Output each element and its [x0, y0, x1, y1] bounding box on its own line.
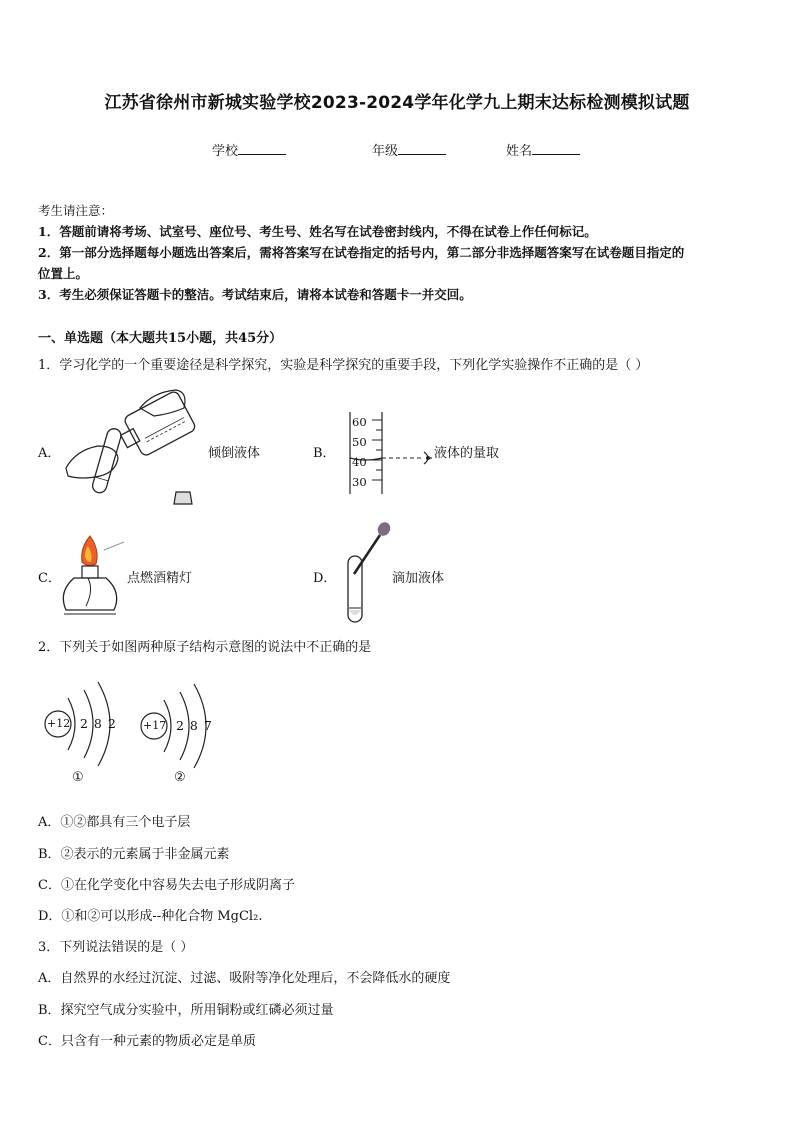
alcohol-lamp-illustration	[60, 530, 126, 620]
q1-option-d-letter[interactable]: D．	[313, 571, 337, 586]
tick-50: 50	[352, 435, 367, 449]
q1-option-c-caption: 点燃酒精灯	[127, 571, 193, 586]
atom1-electrons: 2 8 2	[80, 716, 116, 731]
notice-heading: 考生请注意：	[38, 203, 114, 218]
q3-option-c[interactable]: C．只含有一种元素的物质必定是单质	[38, 1034, 256, 1049]
q1-option-a-caption: 倾倒液体	[208, 446, 261, 461]
notice-item-3: 3．考生必须保证答题卡的整洁。考试结束后，请将本试卷和答题卡一并交回。	[38, 287, 472, 302]
name-label: 姓名	[506, 144, 533, 159]
cylinder-scale	[352, 412, 367, 492]
q1-option-a-letter[interactable]: A．	[38, 446, 61, 461]
name-field	[506, 140, 580, 159]
atom2-nucleus: +17	[143, 719, 167, 732]
q2-option-c[interactable]: C．①在化学变化中容易失去电子形成阴离子	[38, 878, 295, 893]
q1-stem: 1．学习化学的一个重要途径是科学探究，实验是科学探究的重要手段，下列化学实验操作不正确的是（ ）	[38, 358, 649, 373]
pour-liquid-illustration	[58, 380, 208, 510]
atom1-nucleus: +12	[47, 717, 71, 730]
section-heading: 一、单选题（本大题共15小题，共45分）	[38, 331, 283, 346]
school-blank[interactable]	[238, 142, 286, 155]
page-title: 江苏省徐州市新城实验学校2023-2024学年化学九上期末达标检测模拟试题	[104, 93, 690, 113]
q1-option-d-caption: 滴加液体	[392, 571, 445, 586]
tick-40: 40	[352, 455, 367, 469]
q3-stem: 3．下列说法错误的是（ ）	[38, 940, 194, 955]
atom2-label: ②	[174, 770, 186, 785]
q2-option-b[interactable]: B．②表示的元素属于非金属元素	[38, 847, 230, 862]
dropper-illustration	[340, 520, 400, 626]
grade-field	[372, 140, 446, 159]
atom2-electrons: 2 8 7	[176, 718, 212, 733]
q2-option-d[interactable]: D．①和②可以形成--种化合物 MgCl₂.	[38, 909, 263, 924]
notice-item-2: 2．第一部分选择题每小题选出答案后，需将答案写在试卷指定的括号内，第二部分非选择题答案写在试卷题目指定的	[38, 245, 685, 260]
q1-option-b-letter[interactable]: B．	[313, 446, 336, 461]
school-label: 学校	[212, 144, 239, 159]
q1-option-b-caption: 液体的量取	[434, 446, 500, 461]
notice-block	[38, 200, 684, 305]
notice-item-2-cont: 位置上。	[38, 266, 89, 281]
q2-option-a[interactable]: A．①②都具有三个电子层	[38, 815, 191, 830]
grade-label: 年级	[372, 144, 399, 159]
school-field	[212, 140, 286, 159]
atom1-label: ①	[72, 770, 84, 785]
q1-option-c-letter[interactable]: C．	[38, 571, 61, 586]
tick-60: 60	[352, 415, 367, 429]
name-blank[interactable]	[532, 142, 580, 155]
q2-stem: 2．下列关于如图两种原子结构示意图的说法中不正确的是	[38, 640, 372, 655]
q3-option-b[interactable]: B．探究空气成分实验中，所用铜粉或红磷必须过量	[38, 1003, 334, 1018]
tick-30: 30	[352, 475, 367, 489]
q3-option-a[interactable]: A．自然界的水经过沉淀、过滤、吸附等净化处理后，不会降低水的硬度	[38, 971, 451, 986]
notice-item-1: 1．答题前请将考场、试室号、座位号、考生号、姓名写在试卷密封线内，不得在试卷上作任何标记。	[38, 224, 597, 239]
grade-blank[interactable]	[398, 142, 446, 155]
